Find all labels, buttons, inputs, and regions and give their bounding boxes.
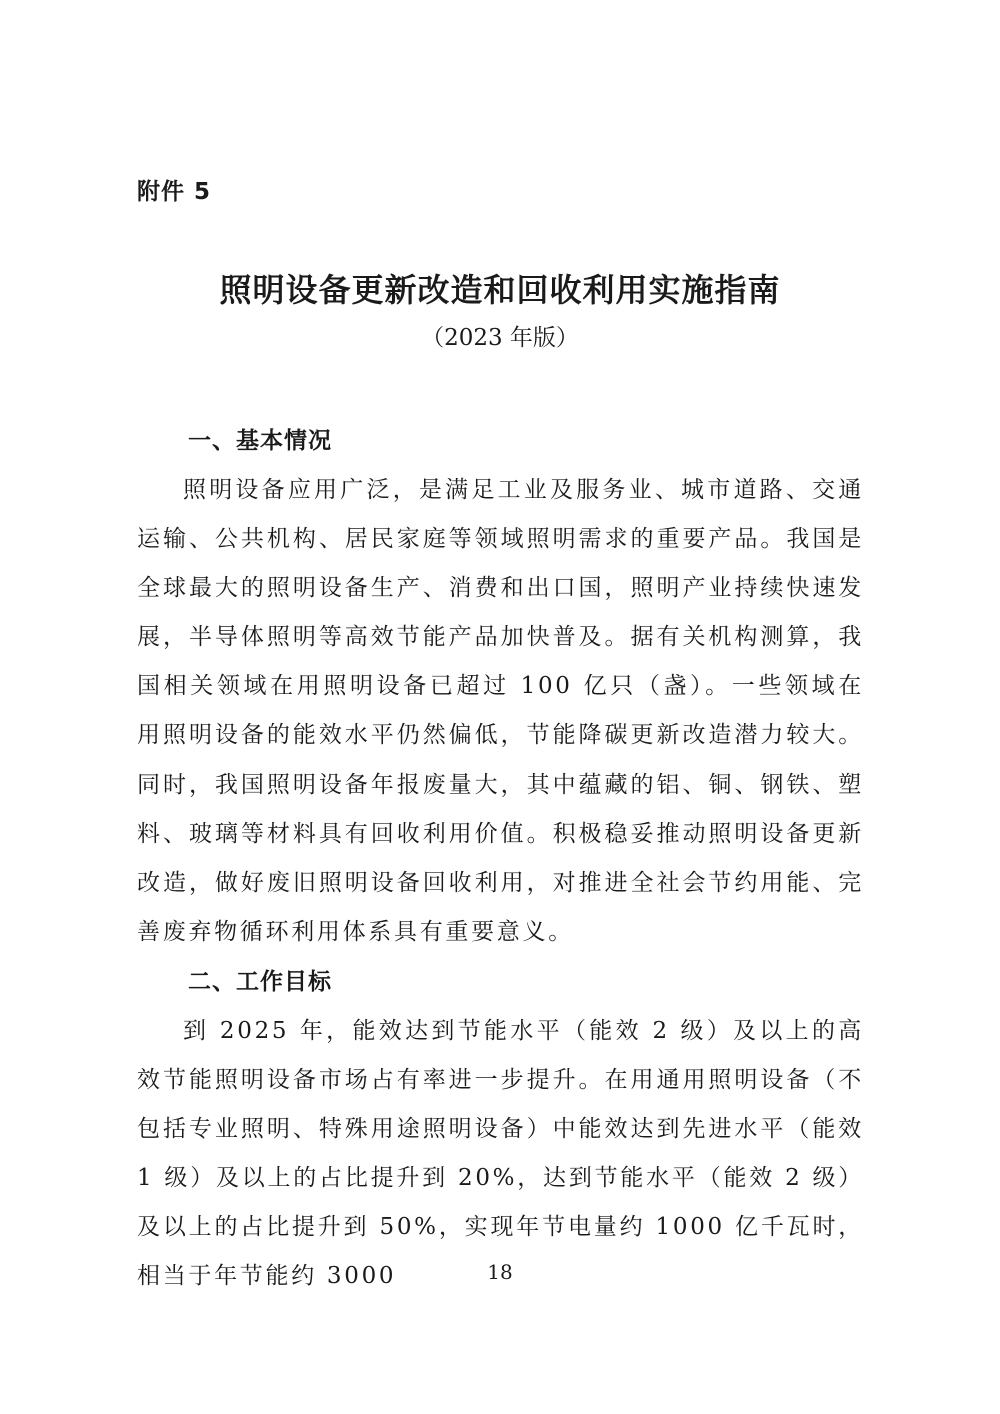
page-number: 18 — [487, 1260, 513, 1284]
section-heading-work-goals: 二、工作目标 — [188, 969, 332, 995]
document-title: 照明设备更新改造和回收利用实施指南 — [219, 271, 781, 309]
section-heading-basic-situation: 一、基本情况 — [188, 428, 332, 454]
document-subtitle: （2023 年版） — [421, 325, 579, 351]
attachment-label: 附件 5 — [137, 179, 212, 205]
section-paragraph-basic-situation: 照明设备应用广泛，是满足工业及服务业、城市道路、交通运输、公共机构、居民家庭等领域照明需求的重要产品。我国是全球最大的照明设备生产、消费和出口国，照明产业持续快速发展，半导体照明等高效节能产品加快普及。据有关机构测算，我国相关领域在用照明设备已超过 100 亿只（盏）。一些领域在用照明设备的能效水平仍然偏低，节能降碳更新改造潜力较大。同时，我国照明设备年报废量大，其中蕴藏的铝、铜、钢铁、塑料、玻璃等材料具有回收利用价值。积极稳妥推动照明设备更新改造，做好废旧照明设备回收利用，对推进全社会节约用能、完善废弃物循环利用体系具有重要意义。 — [137, 477, 864, 945]
section-paragraph-work-goals: 到 2025 年，能效达到节能水平（能效 2 级）及以上的高效节能照明设备市场占有率进一步提升。在用通用照明设备（不包括专业照明、特殊用途照明设备）中能效达到先进水平（能效 1 级）及以上的占比提升到 20%，达到节能水平（能效 2 级）及以上的占比提升到 50%，实现年节电量约 1000 亿千瓦时，相当于年节能约 3000 — [137, 1018, 864, 1290]
